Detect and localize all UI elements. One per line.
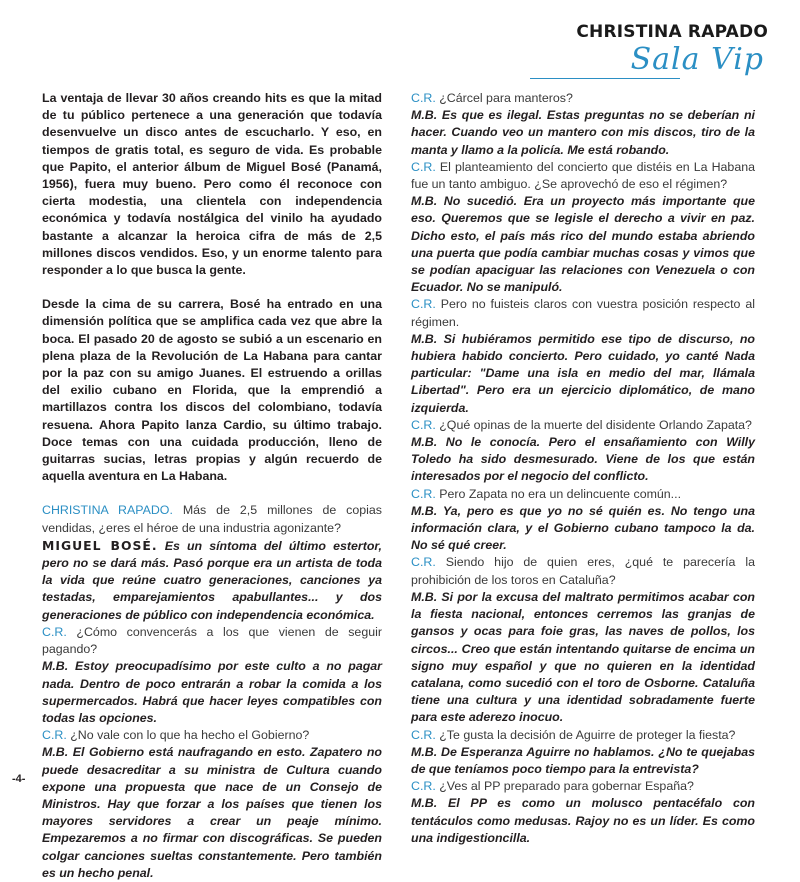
answer-text: Es un síntoma del último estertor, pero no se dará más. Pasó porque era un artista de toda la vida que reúne cuatro generaciones, canciones ya testadas, emparejamientos apabullantes... y dos generaciones de público con independencia económica. (42, 538, 383, 622)
question-speaker: C.R. (411, 159, 436, 174)
question-text: El planteamiento del concierto que distéis en La Habana fue un tanto ambiguo. ¿Se aprovechó de eso el régimen? (411, 159, 755, 192)
section-title: Sala Vip (630, 42, 764, 77)
answer-text: Si hubiéramos permitido ese tipo de discurso, no hubiera habido concierto. Pero cuidado, yo canté Nada particular: "Dame una isla en medio del mar, llámala Libertad". Pero era un ejercicio diplomático, de mano izquierda. (411, 331, 755, 415)
page-number: -4- (12, 773, 26, 785)
answer-text: El PP es como un molusco pentacéfalo con tentáculos como medusas. Rajoy no es un líder. Es como una indigestioncilla. (411, 796, 755, 845)
section-header (516, 22, 776, 86)
answer-speaker: M.B. (411, 796, 438, 811)
answer-text: Si por la excusa del maltrato permitimos acabar con la fiesta nacional, entonces cerremos las granjas de gansos y ocas para foie gras, las naves de pollos, los circos... Creo que están intentando quitarse de encima un signo muy español y que no quieren en la identidad catalana, como sucedió con el toro de Osborne. Cataluña tiene una cultura y una identidad sobradamente fuerte para este aderezo inocuo. (411, 589, 755, 725)
question-speaker: C.R. (411, 91, 436, 105)
answer-text: No sucedió. Era un proyecto más importante que eso. Queremos que se legisle el derecho a vivir en paz. Dicho esto, el país más rico del mundo estaba abriendo una puerta que podía cambiar muchas cosas y vimos que se podían apaciguar las relaciones con Venezuela o con Ecuador. No se manipuló. (411, 194, 755, 295)
spacer (42, 485, 382, 502)
question (411, 90, 755, 107)
question (411, 727, 755, 744)
question-text: Pero Zapata no era un delincuente común... (435, 486, 682, 501)
answer-speaker: M.B. (411, 503, 438, 518)
question-text: Siendo hijo de quien eres, ¿qué te parecería la prohibición de los toros en Cataluña? (411, 555, 755, 587)
question-speaker: C.R. (411, 486, 436, 501)
question-speaker: C.R. (42, 728, 67, 743)
answer-text: No le conocía. Pero el ensañamiento con Willy Toledo ha sido desmesurado. Viene de los que están interesados por el negocio del conflicto. (411, 435, 755, 484)
question (42, 727, 382, 744)
question-speaker: C.R. (411, 727, 436, 742)
answer (411, 589, 755, 727)
left-column (42, 90, 382, 882)
question-speaker: C.R. (411, 555, 436, 570)
intro-paragraph-1: La ventaja de llevar 30 años creando hits es que la mitad de tu público pertenece a una generación que todavía desenvuelve un disco antes de escucharlo. Y eso, en tiempos de gratis total, es seguro de vida. Es probable que Papito, el anterior álbum de Miguel Bosé (Panamá, 1956), fuera muy bueno. Pero como él reconoce con cierta modestia, una clientela con independencia económica y todavía nostálgica del vinilo ha ayudado bastante a alcanzar la heroica cifra de más de 2,5 millones discos vendidos. Eso, y un enorme talento para responder a lo que busca la gente. (42, 91, 382, 278)
answer-text: Es que es ilegal. Estas preguntas no se deberían ni hacer. Cuando veo un mantero con mis discos, tiro de la manta y llamo a la policía. Me está robando. (411, 108, 755, 157)
answer (411, 193, 755, 296)
answer-speaker: M.B. (411, 331, 438, 346)
answer (411, 434, 755, 486)
question-speaker: C.R. (411, 779, 436, 794)
question-speaker: CHRISTINA RAPADO. (42, 503, 173, 518)
right-column (411, 90, 755, 847)
answer-speaker: M.B. (411, 589, 438, 604)
question (411, 778, 755, 795)
answer-speaker: M.B. (411, 744, 438, 759)
question (42, 502, 382, 536)
answer (411, 795, 755, 847)
question (411, 554, 755, 588)
answer (411, 107, 755, 159)
answer (42, 537, 382, 624)
intro-paragraph-2: Desde la cima de su carrera, Bosé ha entrado en una dimensión política que se amplifica cada vez que abre la boca. El pasado 20 de agosto se subió a un escenario en plena plaza de la Revolución de La Habana para cantar por la paz con su amigo Juanes. El estruendo a orillas del exilio cubano en Florida, que la emprendió a martillazos contra los discos del colombiano, todavía resuena. Ahora Papito lanza Cardio, su último trabajo. Doce temas con una cuidada producción, lleno de guitarras sucias, letras propias y algún recuerdo de aquella aventura en La Habana. (42, 297, 382, 484)
question-text: ¿Te gusta la decisión de Aguirre de proteger la fiesta? (435, 727, 736, 742)
header-rule (530, 78, 680, 79)
answer-speaker: MIGUEL BOSÉ. (42, 537, 158, 553)
answer (42, 658, 382, 727)
question-text: ¿Ves al PP preparado para gobernar España? (435, 779, 694, 794)
question (42, 624, 382, 658)
question (411, 417, 755, 434)
question (411, 159, 755, 193)
author-name: CHRISTINA RAPADO (576, 22, 768, 42)
answer (411, 331, 755, 417)
answer-text: El Gobierno está naufragando en esto. Zapatero no puede desacreditar a su ministra de Cultura cuando expone una propuesta que nace de un Consejo de Ministros. Hay que forzar a los países que tienen los mayores servidores a crear un peaje mínimo. Empezaremos a no firmar con discográficas. Se pueden colgar canciones sueltas constantemente. Pero también es un hecho penal. (42, 745, 382, 880)
question (411, 486, 755, 503)
question-text: ¿No vale con lo que ha hecho el Gobierno? (66, 728, 310, 743)
answer-text: Ya, pero es que yo no sé quién es. No tengo una información clara, y el Gobierno cubano tampoco la da. No sé qué creer. (411, 503, 755, 553)
answer-speaker: M.B. (411, 108, 438, 123)
answer-speaker: M.B. (42, 659, 69, 674)
answer (411, 744, 755, 778)
question-text: Más de 2,5 millones de copias vendidas, ¿eres el héroe de una industria agonizante? (42, 503, 382, 535)
question-speaker: C.R. (411, 297, 436, 312)
answer-speaker: M.B. (411, 435, 438, 450)
answer (411, 503, 755, 555)
answer-speaker: M.B. (42, 745, 69, 760)
answer-speaker: M.B. (411, 194, 438, 209)
question-speaker: C.R. (411, 417, 436, 432)
question-text: ¿Cómo convencerás a los que vienen de seguir pagando? (42, 624, 382, 657)
answer-text: De Esperanza Aguirre no hablamos. ¿No te quejabas de que teníamos poco tiempo para la entrevista? (411, 744, 755, 776)
question-text: Pero no fuisteis claros con vuestra posición respecto al régimen. (411, 297, 755, 329)
question (411, 296, 755, 330)
question-text: ¿Qué opinas de la muerte del disidente Orlando Zapata? (435, 417, 752, 432)
question-text: ¿Cárcel para manteros? (435, 91, 573, 105)
answer-text: Estoy preocupadísimo por este culto a no pagar nada. Dentro de poco entrarán a robar la comida a los supermercados. Habrá que hacer leyes compatibles con todas las opciones. (42, 659, 382, 725)
question-speaker: C.R. (42, 624, 67, 639)
answer (42, 744, 382, 882)
